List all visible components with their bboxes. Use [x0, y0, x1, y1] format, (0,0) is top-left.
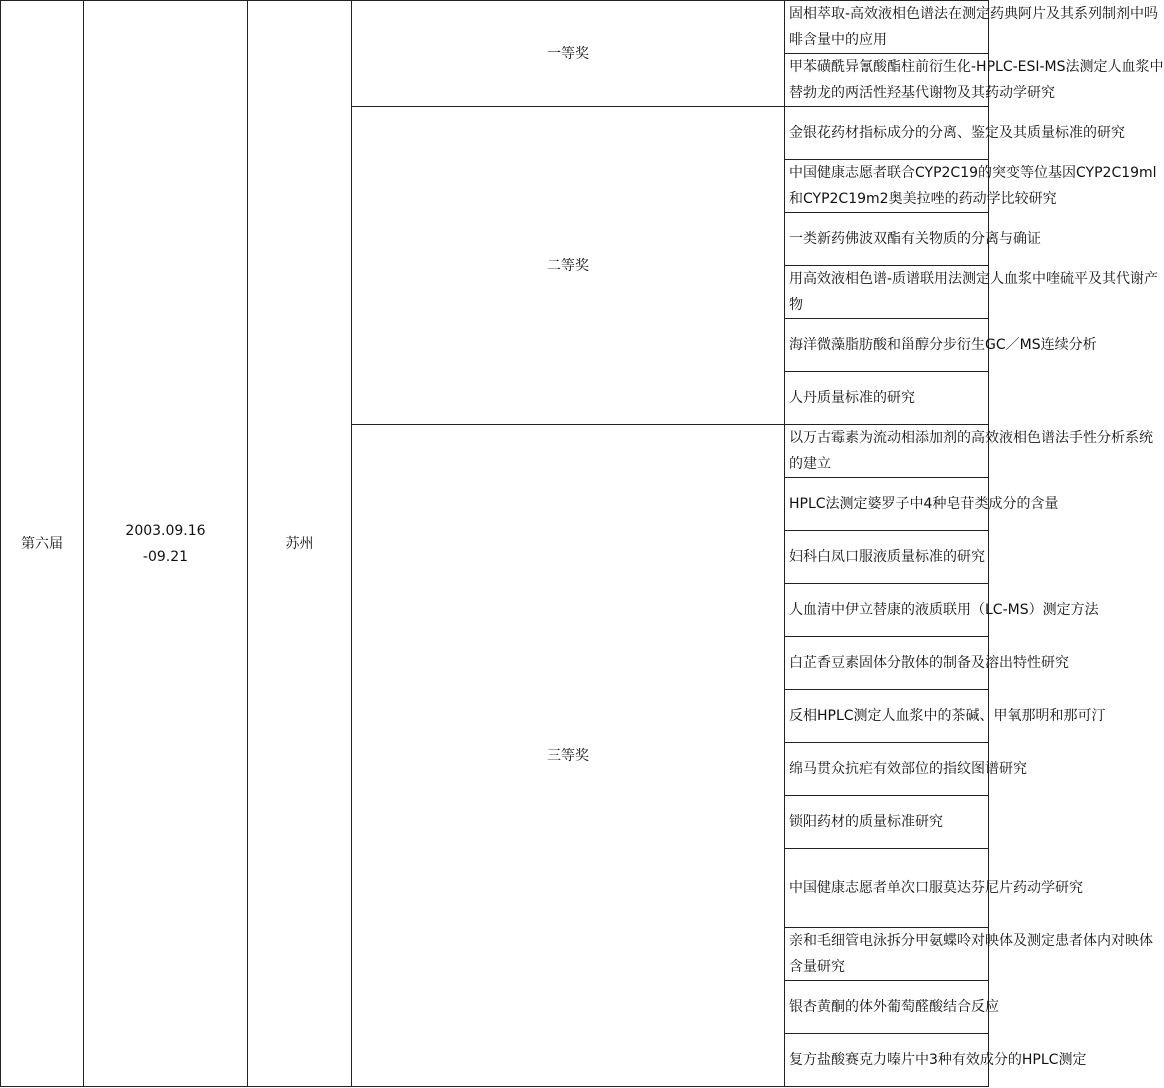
date-cell	[84, 1, 248, 1087]
paper-title-line: 甲苯磺酰异氰酸酯柱前衍生化-HPLC-ESI-MS法测定人血浆中	[789, 59, 1164, 75]
paper-title-line: 中国健康志愿者单次口服莫达芬尼片药动学研究	[789, 880, 1083, 896]
award-level-cell: 一等奖	[352, 1, 785, 107]
paper-title-cell	[785, 107, 1125, 160]
paper-title-line: 复方盐酸赛克力嗪片中3种有效成分的HPLC测定	[789, 1052, 1087, 1068]
paper-title-cell	[785, 928, 1153, 981]
paper-title-line: 人血清中伊立替康的液质联用（LC-MS）测定方法	[789, 602, 1099, 618]
paper-title-cell	[785, 981, 999, 1034]
paper-title-cell	[785, 425, 1153, 478]
paper-title-line: 亲和毛细管电泳拆分甲氨蝶呤对映体及测定患者体内对映体	[789, 933, 1153, 949]
paper-title-cell	[785, 531, 989, 584]
paper-title-line: 物	[789, 297, 803, 313]
paper-title-line: 锁阳药材的质量标准研究	[789, 814, 943, 830]
paper-title-cell	[785, 160, 1157, 213]
paper-title-cell	[785, 213, 1041, 266]
paper-title-cell	[785, 372, 989, 425]
paper-title-line: 啡含量中的应用	[789, 32, 887, 48]
paper-title-line: 妇科白凤口服液质量标准的研究	[789, 549, 985, 565]
paper-title-line: 的建立	[789, 456, 831, 472]
paper-title-line: 用高效液相色谱-质谱联用法测定人血浆中喹硫平及其代谢产	[789, 271, 1159, 287]
paper-title-line: 一类新药佛波双酯有关物质的分离与确证	[789, 231, 1041, 247]
award-level-cell: 二等奖	[352, 107, 785, 425]
paper-title-cell	[785, 637, 1069, 690]
date-line: 2003.09.16	[125, 522, 206, 539]
table-row	[1, 1, 989, 54]
paper-title-line: 含量研究	[789, 959, 845, 975]
paper-title-cell	[785, 54, 1164, 107]
paper-title-line: 海洋微藻脂肪酸和甾醇分步衍生GC／MS连续分析	[789, 337, 1097, 353]
award-level-cell: 三等奖	[352, 425, 785, 1087]
paper-title-line: 反相HPLC测定人血浆中的茶碱、甲氧那明和那可汀	[789, 708, 1106, 724]
paper-title-line: 绵马贯众抗疟有效部位的指纹图谱研究	[789, 761, 1027, 777]
session-cell: 第六届	[1, 1, 84, 1087]
paper-title-line: 白芷香豆素固体分散体的制备及溶出特性研究	[789, 655, 1069, 671]
paper-title-cell	[785, 690, 1106, 743]
paper-title-cell	[785, 796, 989, 849]
paper-title-line: 中国健康志愿者联合CYP2C19的突变等位基因CYP2C19ml	[789, 165, 1157, 181]
city-cell: 苏州	[248, 1, 352, 1087]
paper-title-cell	[785, 319, 1097, 372]
paper-title-line: 替勃龙的两活性羟基代谢物及其药动学研究	[789, 85, 1055, 101]
paper-title-cell	[785, 1, 1159, 54]
paper-title-cell	[785, 478, 1059, 531]
paper-title-line: 银杏黄酮的体外葡萄醛酸结合反应	[789, 999, 999, 1015]
paper-title-line: 以万古霉素为流动相添加剂的高效液相色谱法手性分析系统	[789, 430, 1153, 446]
paper-title-cell	[785, 743, 1027, 796]
paper-title-line: 人丹质量标准的研究	[789, 390, 915, 406]
paper-title-line: HPLC法测定婆罗子中4种皂苷类成分的含量	[789, 496, 1059, 512]
paper-title-cell	[785, 584, 1099, 637]
paper-title-cell	[785, 849, 1083, 928]
paper-title-cell	[785, 1034, 1087, 1087]
paper-title-cell	[785, 266, 1159, 319]
date-line: -09.21	[142, 548, 189, 565]
paper-title-line: 固相萃取-高效液相色谱法在测定药典阿片及其系列制剂中吗	[789, 6, 1159, 22]
paper-title-line: 和CYP2C19m2奥美拉唑的药动学比较研究	[789, 191, 1057, 207]
paper-title-line: 金银花药材指标成分的分离、鉴定及其质量标准的研究	[789, 125, 1125, 141]
